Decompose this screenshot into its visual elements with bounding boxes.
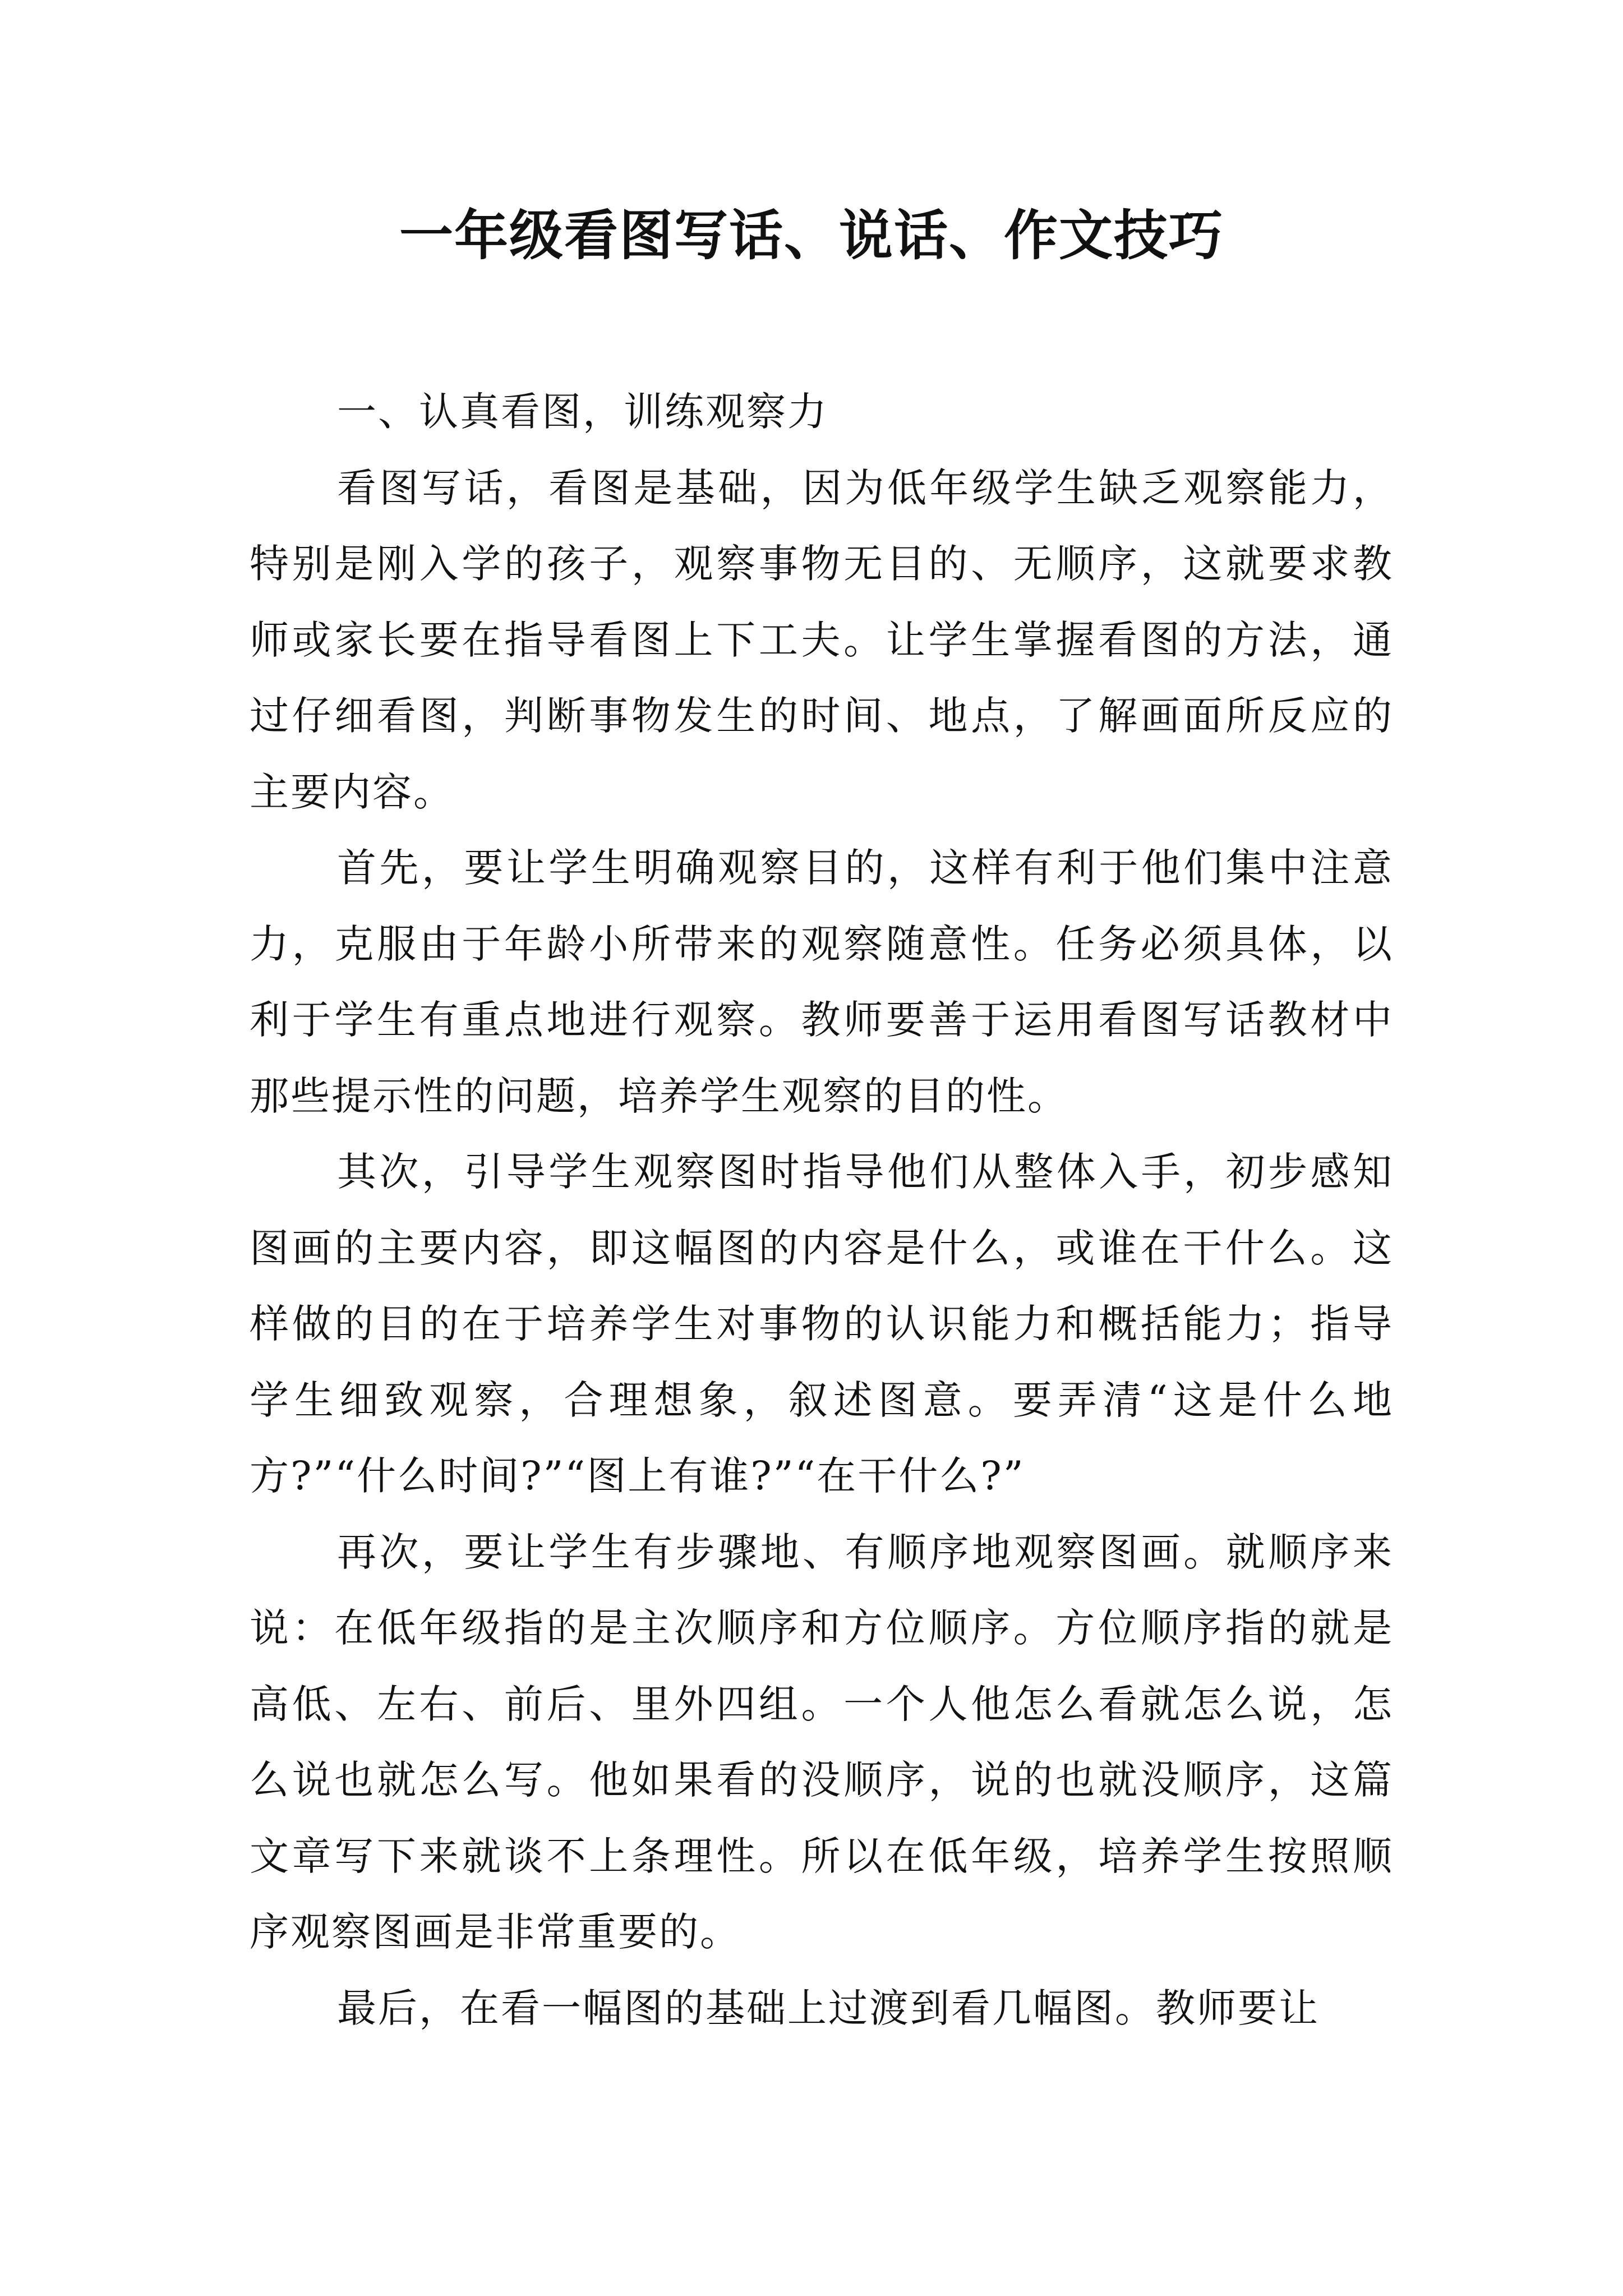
section-heading-observation: 一、认真看图，训练观察力 bbox=[337, 389, 828, 435]
paragraph-first: 首先，要让学生明确观察目的，这样有利于他们集中注意力，克服由于年龄小所带来的观察随意性。任务必须具体，以利于学生有重点地进行观察。教师要善于运用看图写话教材中那些提示性的问题，培养学生观察的目的性。 bbox=[250, 845, 1394, 1119]
paragraph-intro: 看图写话，看图是基础，因为低年级学生缺乏观察能力，特别是刚入学的孩子，观察事物无目的、无顺序，这就要求教师或家长要在指导看图上下工夫。让学生掌握看图的方法，通过仔细看图，判断事物发生的时间、地点，了解画面所反应的主要内容。 bbox=[250, 464, 1394, 815]
document-body bbox=[250, 374, 1394, 2046]
paragraph-second: 其次，引导学生观察图时指导他们从整体入手，初步感知图画的主要内容，即这幅图的内容是什么，或谁在干什么。这样做的目的在于培养学生对事物的认识能力和概括能力；指导学生细致观察，合理想象，叙述图意。要弄清“这是什么地方?”“什么时间?”“图上有谁?”“在干什么?” bbox=[250, 1149, 1394, 1499]
document-title: 一年级看图写话、说话、作文技巧 bbox=[399, 204, 1224, 267]
paragraph-last: 最后，在看一幅图的基础上过渡到看几幅图。教师要让 bbox=[337, 1985, 1320, 2031]
paragraph-third: 再次，要让学生有步骤地、有顺序地观察图画。就顺序来说：在低年级指的是主次顺序和方位顺序。方位顺序指的就是高低、左右、前后、里外四组。一个人他怎么看就怎么说，怎么说也就怎么写。他如果看的没顺序，说的也就没顺序，这篇文章写下来就谈不上条理性。所以在低年级，培养学生按照顺序观察图画是非常重要的。 bbox=[250, 1529, 1394, 1955]
